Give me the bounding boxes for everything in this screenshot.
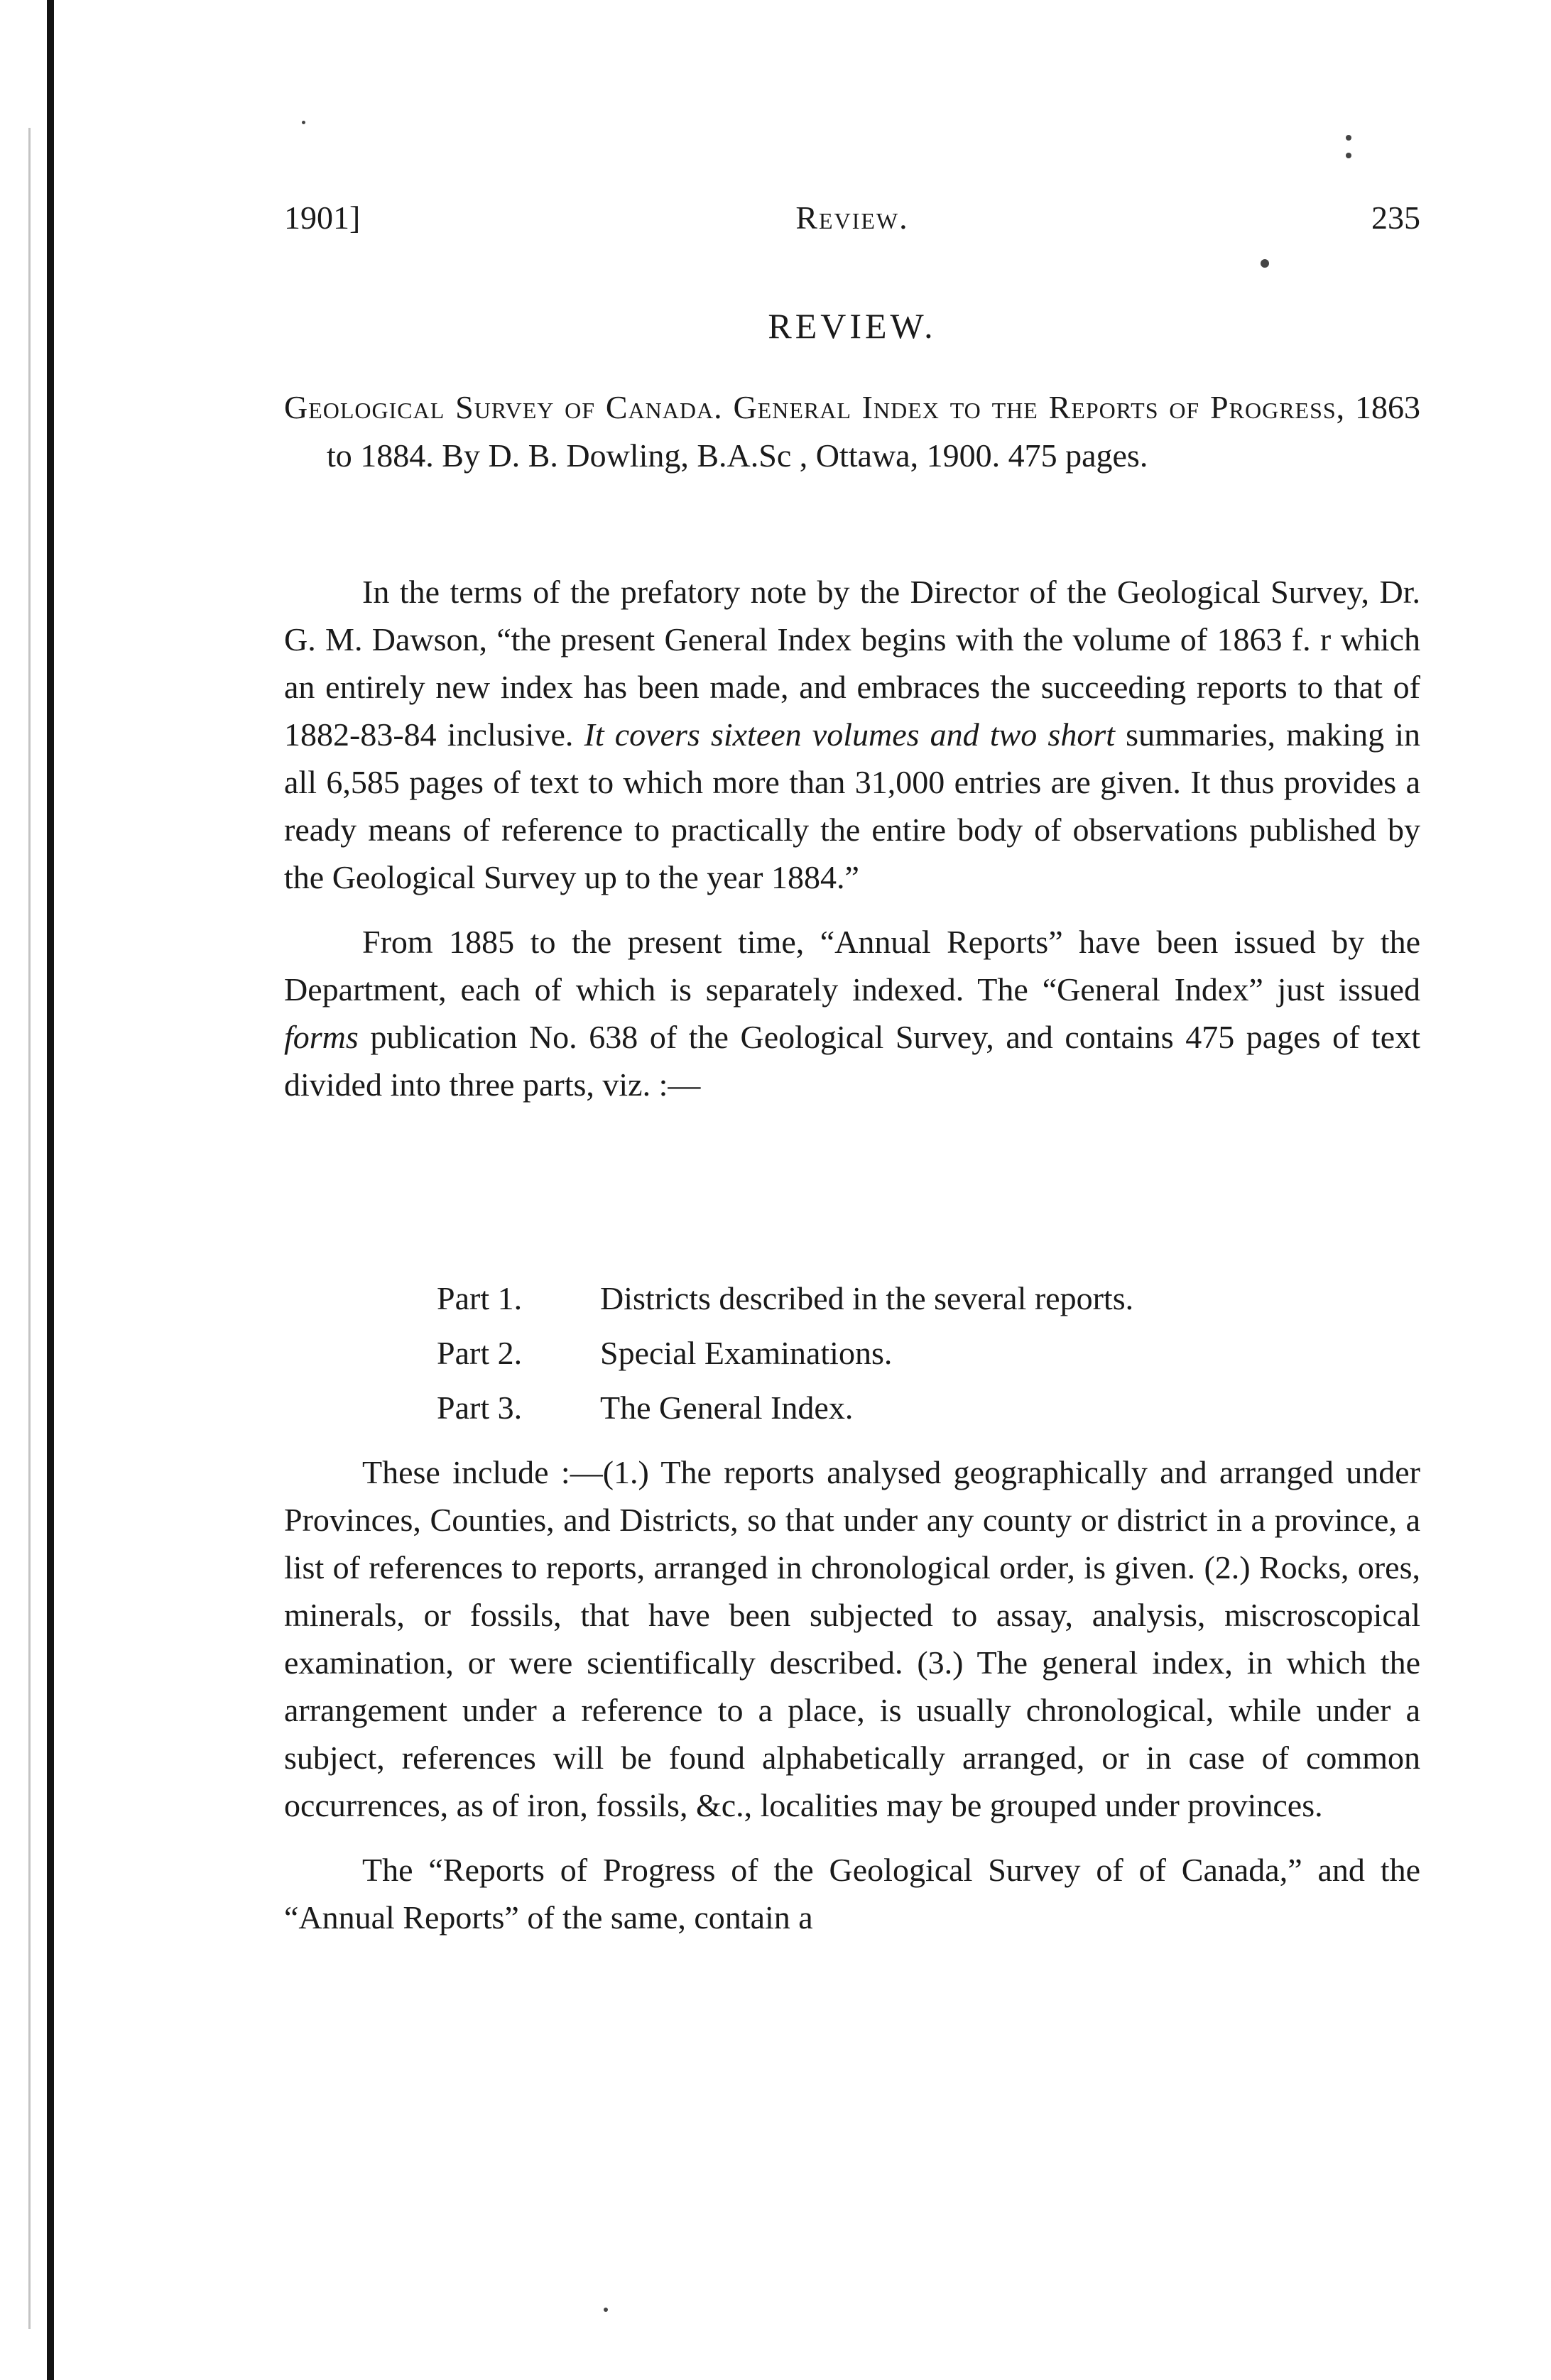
part-desc: The General Index. [600,1390,854,1426]
paragraph2-text-c: publication No. 638 of the Geological Survey, and contains 475 pages of text divided into three parts, viz. :— [284,1019,1421,1103]
part-label: Part 2. [437,1335,523,1371]
part-label: Part 3. [437,1390,523,1426]
print-speck [1261,259,1269,268]
print-speck [302,121,305,124]
body-upper [284,568,1420,1125]
paragraph1-italic: It covers sixteen volumes and two short [584,716,1116,753]
paragraph1-text-c: summaries, making in all 6,585 pages of text to which more than 31,000 entries are given. It thus provides a ready means of reference to practically the entire body of observations published by the Geological Survey up to the year 1884.” [284,716,1421,895]
parts-list [437,1271,1431,1435]
part-desc: Special Examinations. [600,1335,893,1371]
citation [284,383,1420,480]
part-row-2 [437,1326,1431,1380]
running-header [284,199,1420,249]
body-lower [284,1448,1420,1958]
binding-shadow [28,128,31,2329]
paragraph-reports-of-progress: The “Reports of Progress of the Geological Survey of of Canada,” and the “Annual Reports” of the same, contain a [284,1852,1420,1936]
paragraph-prefatory-note [284,568,1420,901]
part-row-3 [437,1380,1431,1435]
paragraph-these-include: These include :—(1.) The reports analysed geographically and arranged under Provinces, Counties, and Districts, so that under any county or district in a province, a list of references to reports, arranged in chronological order, is given. (2.) Rocks, ores, minerals, or fossils, that have been subjected to assay, analysis, miscroscopical examination, or were scientifically described. (3.) The general index, in which the arrangement under a reference to a place, is usually chronological, while under a subject, references will be found alphabetically arranged, or in case of common occurrences, as of iron, fossils, &c., localities may be grouped under provinces. [284,1454,1420,1823]
paragraph1-text-a: In the terms of the prefatory note by the Director of the Geological Survey, Dr. G. M. Dawson, “the present General Index begins with the volume of 1863 f. r which an entirely new index has been made, and embraces the succeeding reports to that of 1882-83-84 inclusive. [284,574,1420,753]
part-row-1 [437,1271,1431,1326]
part-desc: Districts described in the several reports. [600,1280,1134,1316]
print-speck [1346,153,1351,158]
print-speck [604,2308,608,2312]
part-label: Part 1. [437,1280,523,1316]
citation-details: 1863 to 1884. By D. B. Dowling, B.A.Sc , Ottawa, 1900. 475 pages. [327,389,1421,474]
paragraph2-text-a: From 1885 to the present time, “Annual Reports” have been issued by the Department, each of which is separately indexed. The “General Index” just issued [284,924,1420,1008]
citation-heading: Geological Survey of Canada. General Index to the Reports of Progress, [284,389,1346,425]
print-speck [1346,135,1351,141]
page-title: REVIEW. [768,306,937,346]
header-running-title: Review. [795,200,909,236]
header-page-number: 235 [1371,200,1420,236]
binding-edge [47,0,54,2380]
paragraph-annual-reports [284,918,1420,1108]
paragraph2-italic: forms [284,1019,359,1055]
header-year: 1901] [284,200,361,236]
